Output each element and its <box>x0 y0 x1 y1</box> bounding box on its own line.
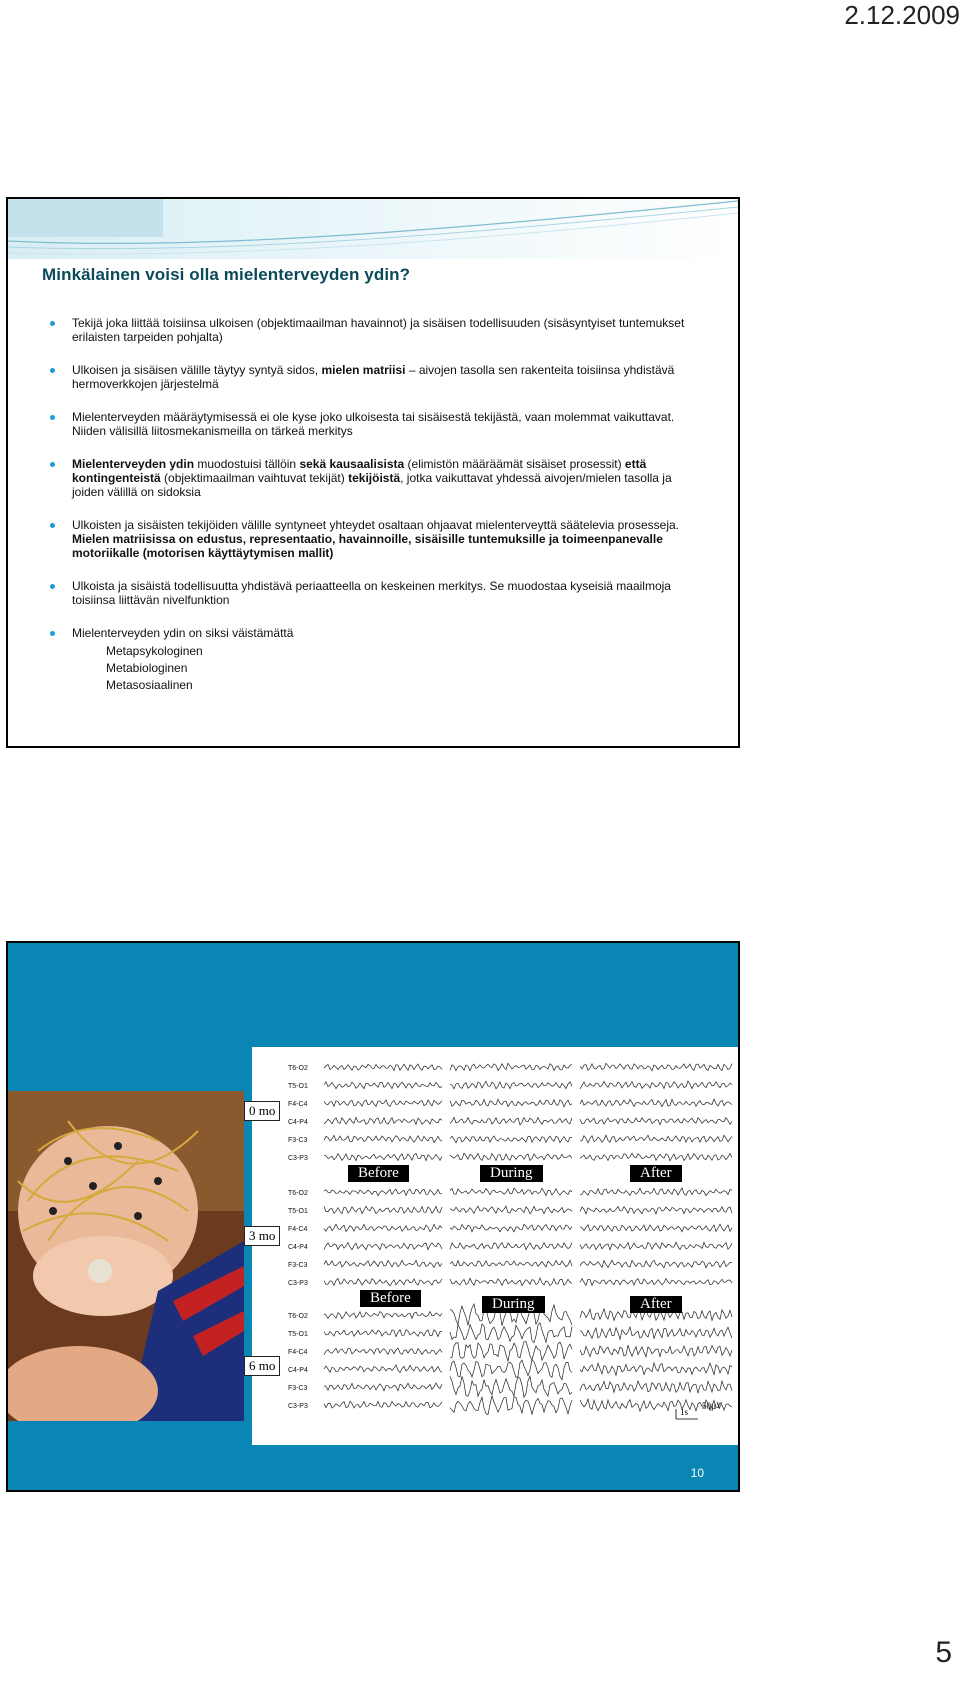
bullet-dot-icon <box>50 462 55 467</box>
bullet-text: Ulkoisten ja sisäisten tekijöiden välille syntyneet yhteydet osaltaan ohjaavat mielenterveyttä säätelevia prosesseja. <box>72 518 680 532</box>
eeg-channel-label: T5-O1 <box>288 1208 308 1215</box>
bullet-bold-text: että kontingenteistä <box>72 457 647 485</box>
eeg-channel-label: F4-C4 <box>288 1226 308 1233</box>
slide-number: 10 <box>690 1466 704 1480</box>
eeg-channel-label: F3-C3 <box>288 1385 308 1392</box>
bullet-text: Ulkoista ja sisäistä todellisuutta yhdistävä periaatteella on keskeinen merkitys. Se muodostaa kyseisiä maailmoja toisiinsa liittävän nivelfunktion <box>72 579 671 607</box>
bullet-item <box>44 316 704 344</box>
infant-eeg-photo <box>8 1091 244 1421</box>
eeg-channel-label: C3-P3 <box>288 1403 308 1410</box>
bullet-dot-icon <box>50 631 55 636</box>
bullet-item <box>44 518 704 560</box>
eeg-channel-label: F4-C4 <box>288 1349 308 1356</box>
phase-during-0mo: During <box>480 1165 543 1182</box>
sub-item: Metasosiaalinen <box>106 678 193 692</box>
bullet-text: Mielenterveyden ydin on siksi väistämättä <box>72 626 294 640</box>
slide-title: Minkälainen voisi olla mielenterveyden ydin? <box>42 265 411 284</box>
bullet-bold-text: tekijöistä <box>348 471 401 485</box>
bullet-dot-icon <box>50 415 55 420</box>
bullet-text: Mielenterveyden määräytymisessä ei ole kyse joko ulkoisesta tai sisäisestä tekijästä, vaan molemmat vaikuttavat. Niiden välisillä liitosmekanismeilla on tärkeä merkitys <box>72 410 675 438</box>
phase-after-3mo: After <box>630 1296 682 1313</box>
phase-during-3mo: During <box>482 1296 545 1313</box>
bullet-dot-icon <box>50 368 55 373</box>
bullet-text: (objektimaailman vaihtuvat tekijät) <box>160 471 349 485</box>
bullet-item <box>44 579 704 607</box>
bullet-bold-text: Mielen matriisissa on edustus, representaatio, havainnoille, sisäisille tuntemuksille ja toimeenpanevalle motoriikalle (motorisen käyttäytymisen mallit) <box>72 532 663 560</box>
sub-item: Metabiologinen <box>106 661 188 675</box>
eeg-channel-label: T5-O1 <box>288 1083 308 1090</box>
sub-item: Metapsykologinen <box>106 644 203 658</box>
eeg-channel-label: T6-O2 <box>288 1313 308 1320</box>
scale-amplitude-label: 50µV <box>702 1401 723 1411</box>
eeg-channel-label: T5-O1 <box>288 1331 308 1338</box>
slide-mental-health-core <box>6 197 740 748</box>
eeg-channel-label: C4-P4 <box>288 1244 308 1251</box>
phase-before-0mo: Before <box>348 1165 409 1182</box>
phase-after-0mo: After <box>630 1165 682 1182</box>
bullet-text: Tekijä joka liittää toisiinsa ulkoisen (objektimaailman havainnot) ja sisäisen todellisuuden (sisäsyntyiset tuntemukset erilaisten tarpeiden pohjalta) <box>72 316 685 344</box>
page-number: 5 <box>935 1636 952 1669</box>
eeg-channel-label: C4-P4 <box>288 1367 308 1374</box>
bullet-text: muodostuisi tällöin <box>194 457 300 471</box>
eeg-channel-label: T6-O2 <box>288 1190 308 1197</box>
bullet-text: , jotka vaikuttavat yhdessä aivojen/mielen tasolla ja joiden välillä on sidoksia <box>72 471 672 499</box>
print-date: 2.12.2009 <box>844 0 960 30</box>
bullet-list <box>44 316 704 713</box>
slide-eeg-infant <box>6 941 740 1492</box>
bullet-text: (elimistön määräämät sisäiset prosessit) <box>404 457 625 471</box>
bullet-text: Ulkoisen ja sisäisen välille täytyy syntyä sidos, <box>72 363 322 377</box>
bullet-item <box>44 363 704 391</box>
age-label-3mo: 3 mo <box>244 1226 280 1246</box>
bullet-bold-text: mielen matriisi <box>321 363 406 377</box>
age-label-0mo: 0 mo <box>244 1101 280 1121</box>
eeg-traces <box>252 1047 738 1445</box>
eeg-channel-label: F4-C4 <box>288 1101 308 1108</box>
bullet-bold-text: Mielenterveyden ydin <box>72 457 195 471</box>
bullet-bold-text: sekä kausaalisista <box>299 457 405 471</box>
phase-before-3mo: Before <box>360 1290 421 1307</box>
eeg-channel-label: C4-P4 <box>288 1119 308 1126</box>
slide-header-decoration <box>8 199 738 259</box>
eeg-channel-label: F3-C3 <box>288 1137 308 1144</box>
scale-time-label: 1s <box>680 1407 689 1417</box>
bullet-dot-icon <box>50 523 55 528</box>
eeg-channel-label: C3-P3 <box>288 1155 308 1162</box>
bullet-text: – aivojen tasolla sen rakenteita toisiinsa yhdistävä hermoverkkojen järjestelmä <box>72 363 675 391</box>
eeg-channel-label: F3-C3 <box>288 1262 308 1269</box>
eeg-channel-label: C3-P3 <box>288 1280 308 1287</box>
bullet-dot-icon <box>50 321 55 326</box>
bullet-item <box>44 626 704 694</box>
bullet-item <box>44 410 704 438</box>
bullet-item <box>44 457 704 499</box>
eeg-channel-label: T6-O2 <box>288 1065 308 1072</box>
age-label-6mo: 6 mo <box>244 1356 280 1376</box>
bullet-dot-icon <box>50 584 55 589</box>
